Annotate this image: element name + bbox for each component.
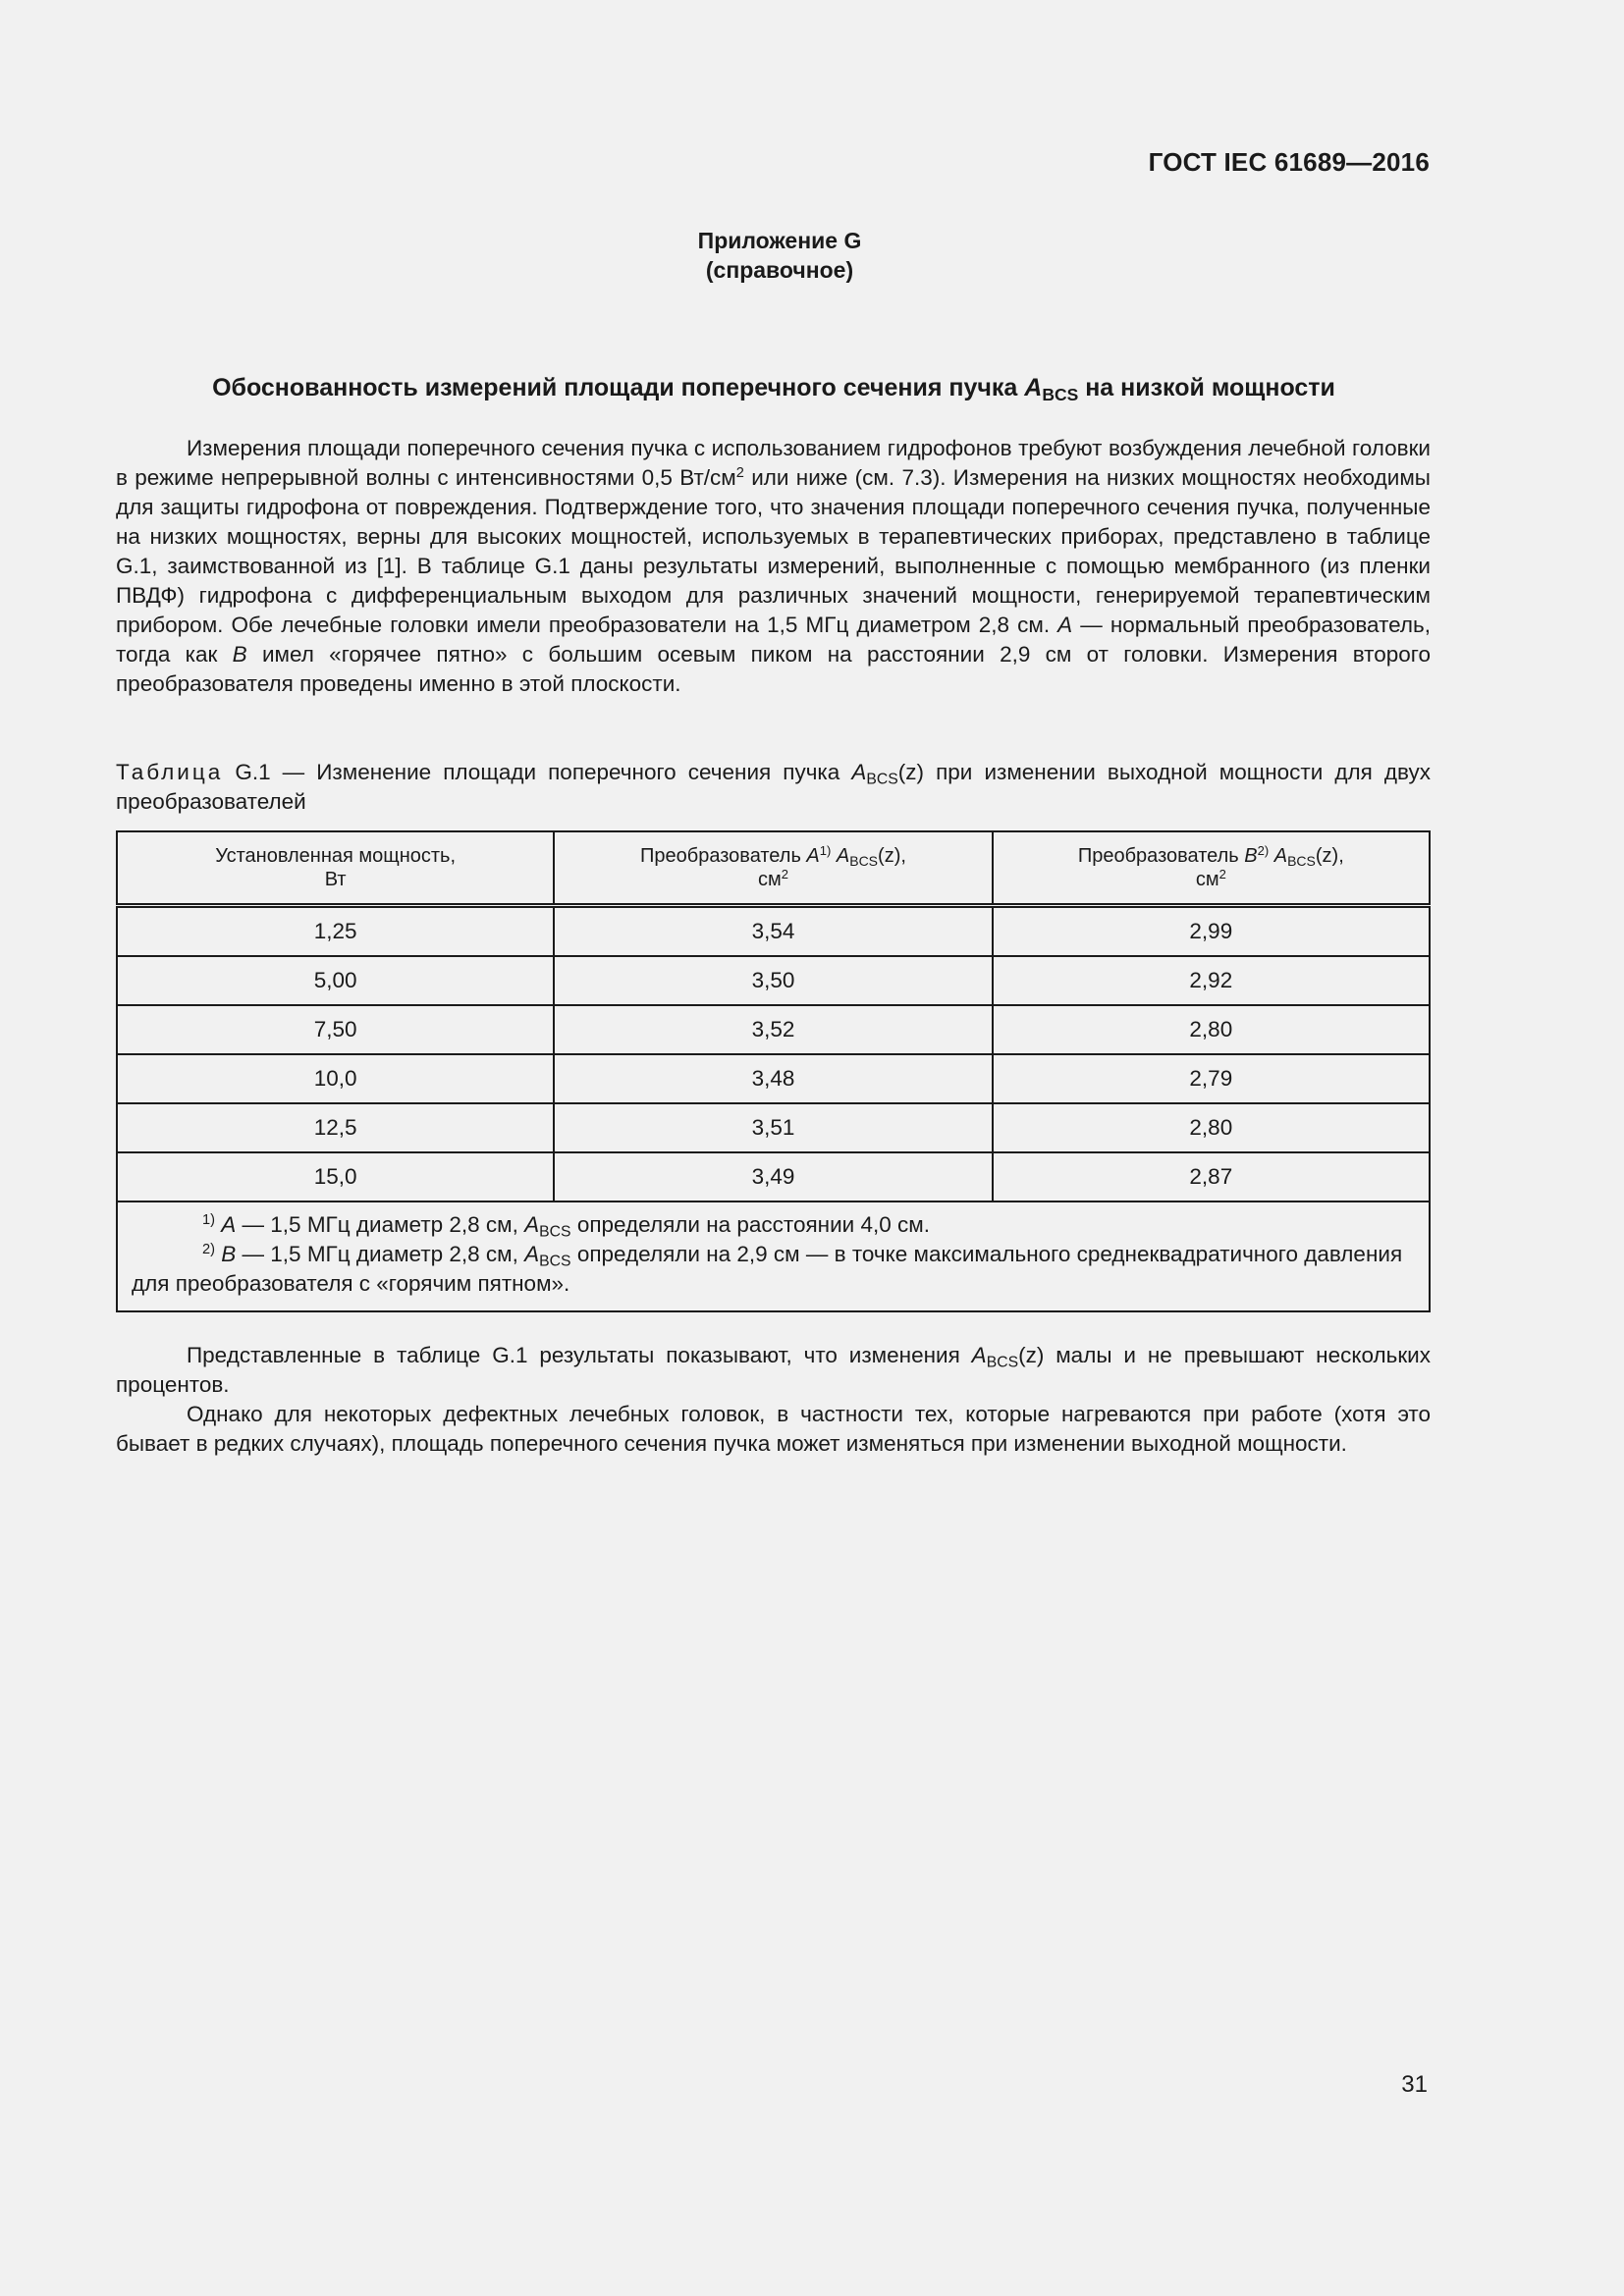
cell-power: 7,50 — [117, 1005, 554, 1054]
table-row — [117, 1054, 1430, 1103]
header-transducer-a: Преобразователь $A^{1)}$ $A_{BCS}(z)$, $см^2$ — [554, 831, 992, 906]
cell-transducer-b: 2,80 — [993, 1005, 1430, 1054]
cell-transducer-a: 3,51 — [554, 1103, 992, 1152]
header-transducer-b: Преобразователь $B^{2)}$ $A_{BCS}(z)$, $см^2$ — [993, 831, 1430, 906]
document-standard-number: ГОСТ IEC 61689—2016 — [1148, 147, 1430, 177]
table-row — [117, 1005, 1430, 1054]
cell-transducer-b: 2,99 — [993, 906, 1430, 957]
table-caption: Таблица G.1 — Изменение площади поперечного сечения пучка $A_{BCS}(z)$ при изменении выходной мощности для двух преобразователей — [116, 760, 1431, 814]
cell-power: 10,0 — [117, 1054, 554, 1103]
table-note-2: $^{2)}$ B — 1,5 МГц диаметр 2,8 см, $A_{BCS}$ определяли на 2,9 см — в точке максимального среднеквадратичного давления для преобразователя с «горячим пятном». — [132, 1241, 1403, 1296]
cell-transducer-a: 3,54 — [554, 906, 992, 957]
table-row — [117, 906, 1430, 957]
cell-transducer-a: 3,50 — [554, 956, 992, 1005]
header-power: Установленная мощность, Вт — [117, 831, 554, 906]
section-title: Обоснованность измерений площади поперечного сечения пучка $A_{BCS}$ на низкой мощности — [212, 374, 1335, 404]
annex-heading — [0, 226, 1559, 285]
annex-subtitle: (справочное) — [705, 257, 854, 283]
cell-power: 1,25 — [117, 906, 554, 957]
table-row — [117, 1103, 1430, 1152]
table-row — [117, 1152, 1430, 1201]
table-notes — [117, 1201, 1430, 1311]
defective-heads-paragraph: Однако для некоторых дефектных лечебных головок, в частности тех, которые нагреваются при работе (хотя это бывает в редких случаях), площадь поперечного сечения пучка может изменяться при изменении выходной мощности. — [116, 1402, 1431, 1456]
table-notes-row — [117, 1201, 1430, 1311]
table-header-row — [117, 831, 1430, 906]
data-table — [116, 830, 1431, 1312]
cell-transducer-b: 2,79 — [993, 1054, 1430, 1103]
page-number: 31 — [1401, 2071, 1428, 2098]
table-row — [117, 956, 1430, 1005]
intro-paragraph: Измерения площади поперечного сечения пучка с использованием гидрофонов требуют возбуждения лечебной головки в режиме непрерывной волны с интенсивностями 0,5 $Вт/см^2$ или ниже (см. 7.3). Измерения на низких мощностях необходимы для защиты гидрофона от повреждения. Подтверждение того, что значения площади поперечного сечения пучка, полученные на низких мощностях, верны для высоких мощностей, используемых в терапевтических приборах, представлено в таблице G.1, заимствованной из [1]. В таблице G.1 даны результаты измерений, выполненные с помощью мембранного (из пленки ПВДФ) гидрофона с дифференциальным выходом для различных значений мощности, генерируемой терапевтическим прибором. Обе лечебные головки имели преобразователи на 1,5 МГц диаметром 2,8 см. A — нормальный преобразователь, тогда как B имел «горячее пятно» с большим осевым пиком на расстоянии 2,9 см от головки. Измерения второго преобразователя проведены именно в этой плоскости. — [116, 436, 1431, 696]
cell-transducer-b: 2,87 — [993, 1152, 1430, 1201]
table-note-1: $^{1)}$ A — 1,5 МГц диаметр 2,8 см, $A_{BCS}$ определяли на расстоянии 4,0 см. — [202, 1211, 930, 1241]
cell-transducer-a: 3,48 — [554, 1054, 992, 1103]
cell-power: 12,5 — [117, 1103, 554, 1152]
cell-transducer-b: 2,92 — [993, 956, 1430, 1005]
results-paragraph: Представленные в таблице G.1 результаты показывают, что изменения $A_{BCS}(z)$ малы и не превышают нескольких процентов. — [116, 1343, 1431, 1397]
cell-power: 5,00 — [117, 956, 554, 1005]
cell-transducer-b: 2,80 — [993, 1103, 1430, 1152]
cell-power: 15,0 — [117, 1152, 554, 1201]
cell-transducer-a: 3,49 — [554, 1152, 992, 1201]
cell-transducer-a: 3,52 — [554, 1005, 992, 1054]
annex-title: Приложение G — [697, 228, 862, 253]
